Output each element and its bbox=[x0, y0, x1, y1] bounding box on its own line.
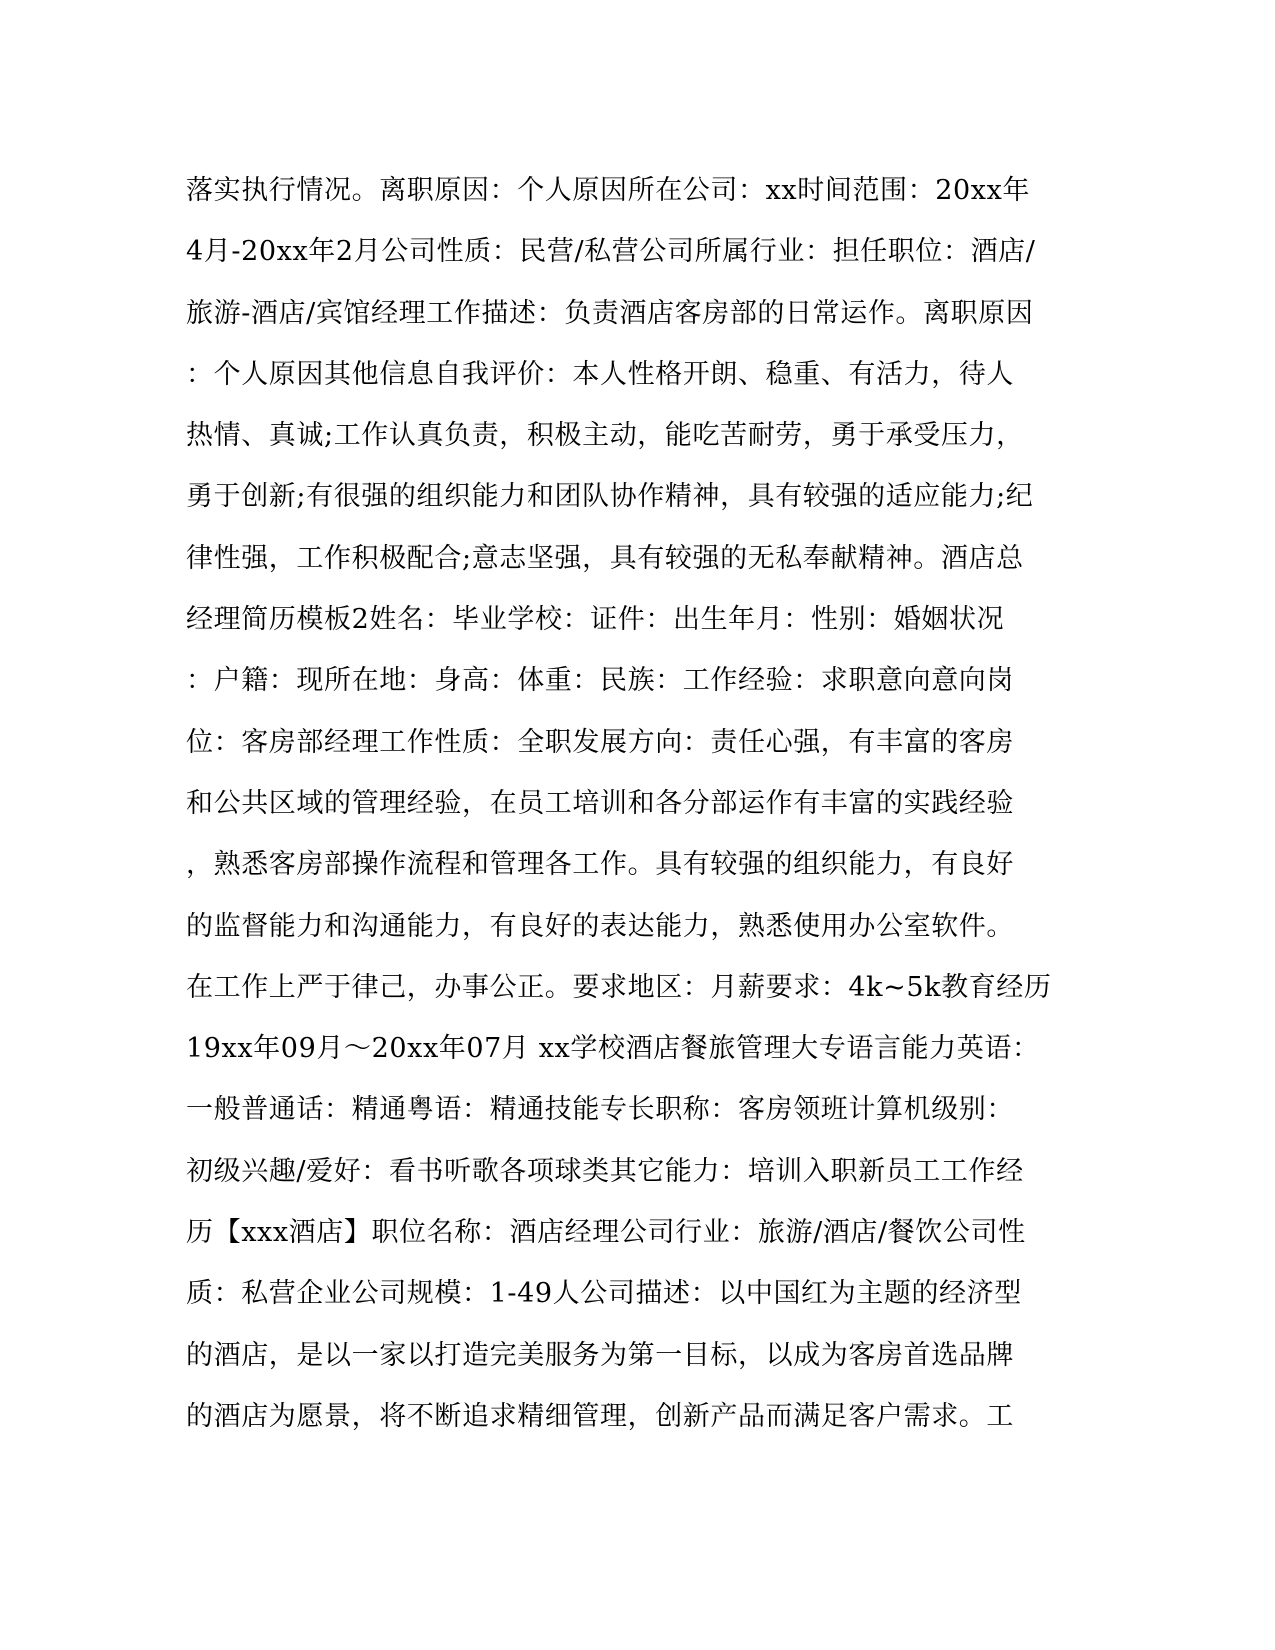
text-line: 质：私营企业公司规模：1-49人公司描述：以中国红为主题的经济型 bbox=[186, 1278, 1022, 1310]
text-line: 位：客房部经理工作性质：全职发展方向：责任心强，有丰富的客房 bbox=[186, 726, 1014, 758]
text-line: 勇于创新;有很强的组织能力和团队协作精神，具有较强的适应能力;纪 bbox=[186, 481, 1034, 513]
text-line: 落实执行情况。离职原因：个人原因所在公司：xx时间范围：20xx年 bbox=[186, 175, 1031, 206]
text-line: 初级兴趣/爱好：看书听歌各项球类其它能力：培训入职新员工工作经 bbox=[186, 1155, 1024, 1187]
body-text bbox=[186, 160, 1086, 1447]
text-line: ：个人原因其他信息自我评价：本人性格开朗、稳重、有活力，待人 bbox=[186, 358, 1014, 390]
text-line: 4月-20xx年2月公司性质：民营/私营公司所属行业：担任职位：酒店/ bbox=[186, 236, 1036, 268]
text-line: 历【xxx酒店】职位名称：酒店经理公司行业：旅游/酒店/餐饮公司性 bbox=[186, 1217, 1026, 1249]
text-line: 旅游-酒店/宾馆经理工作描述：负责酒店客房部的日常运作。离职原因 bbox=[186, 297, 1034, 329]
text-line: 热情、真诚;工作认真负责，积极主动，能吃苦耐劳，勇于承受压力， bbox=[186, 420, 1024, 452]
text-line: 19xx年09月～20xx年07月 xx学校酒店餐旅管理大专语言能力英语： bbox=[186, 1033, 1040, 1065]
text-line: 的监督能力和沟通能力，有良好的表达能力，熟悉使用办公室软件。 bbox=[186, 910, 1014, 942]
text-line: 律性强，工作积极配合;意志坚强，具有较强的无私奉献精神。酒店总 bbox=[186, 542, 1024, 574]
text-line: 经理简历模板2姓名：毕业学校：证件：出生年月：性别：婚姻状况 bbox=[186, 604, 1005, 636]
text-line: 的酒店，是以一家以打造完美服务为第一目标，以成为客房首选品牌 bbox=[186, 1339, 1014, 1371]
text-line: ，熟悉客房部操作流程和管理各工作。具有较强的组织能力，有良好 bbox=[186, 849, 1014, 881]
text-line: 在工作上严于律己，办事公正。要求地区：月薪要求：4k~5k教育经历 bbox=[186, 971, 1052, 1003]
text-line: 一般普通话：精通粤语：精通技能专长职称：客房领班计算机级别： bbox=[186, 1094, 1014, 1126]
text-line: 和公共区域的管理经验，在员工培训和各分部运作有丰富的实践经验 bbox=[186, 787, 1014, 819]
text-line: 的酒店为愿景，将不断追求精细管理，创新产品而满足客户需求。工 bbox=[186, 1400, 1014, 1432]
text-line: ：户籍：现所在地：身高：体重：民族：工作经验：求职意向意向岗 bbox=[186, 665, 1014, 697]
